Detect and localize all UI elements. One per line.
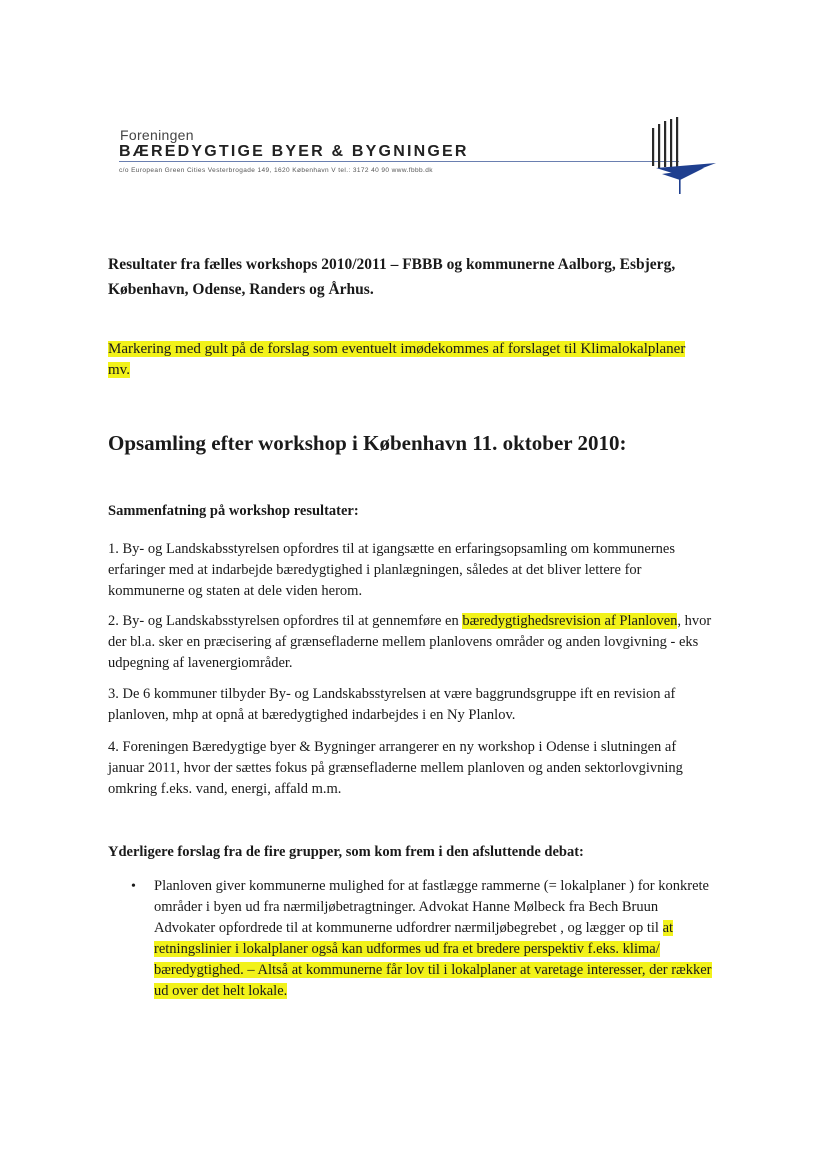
section-heading: Opsamling efter workshop i København 11. oktober 2010: [108,431,627,455]
fbbb-logo-icon [648,116,718,196]
org-label-small: Foreningen [120,127,194,143]
summary-item-2-highlight: bæredygtighedsrevision af Planloven [462,613,678,629]
bullet-icon: • [131,879,136,894]
bullet-item-1-highlight: at retningslinier i lokalplaner også kan udformes ud fra et bredere perspektiv f.eks. klima/ bæredygtighed. – Altså at kommunerne får lov til i lokalplaner at varetage interesser, der rækker ud over det helt lokale. [154,920,712,999]
highlight-note-text: Markering med gult på de forslag som eventuelt imødekommes af forslaget til Klimalokalplaner mv. [108,341,686,378]
summary-item-3: 3. De 6 kommuner tilbyder By- og Landskabsstyrelsen at være baggrundsgruppe ift en revision af planloven, mhp at opnå at bæredygtighed indarbejdes i en Ny Planlov. [108,686,676,723]
summary-item-2 [108,611,713,674]
bullet-item-1 [154,876,719,1002]
bullet-item-1-text: Planloven giver kommunerne mulighed for at fastlægge rammerne (= lokalplaner ) for konkrete områder i byen ud fra nærmiljøbetragtninger. Advokat Hanne Mølbeck fra Bech Bruun Advokater opfordrede til at kommunerne udfordrer nærmiljøbegrebet , og lægger op til [154,878,709,936]
letterhead-rule [119,161,679,162]
org-name: BÆREDYGTIGE BYER & BYGNINGER [119,143,469,160]
document-title: Resultater fra fælles workshops 2010/2011 – FBBB og kommunerne Aalborg, Esbjerg, København, Odense, Randers og Århus. [108,256,676,298]
org-address: c/o European Green Cities Vesterbrogade 149, 1620 København V tel.: 3172 40 90 www.fbbb.dk [119,167,433,174]
summary-heading: Sammenfatning på workshop resultater: [108,503,359,519]
summary-item-1: 1. By- og Landskabsstyrelsen opfordres til at igangsætte en erfaringsopsamling om kommunernes erfaringer med at indarbejde bæredygtighed i planlægningen, således at det bliver lettere for kommunerne og staten at dele viden herom. [108,541,676,599]
highlight-note [108,339,708,381]
summary-item-2-rest: , hvor der bl.a. sker en præcisering af grænsefladerne mellem planlovens områder og anden lovgivning - eks udpegning af lavenergiområder. [108,613,712,671]
summary-item-2-text: 2. By- og Landskabsstyrelsen opfordres til at gennemføre en [108,613,463,629]
further-proposals-heading: Yderligere forslag fra de fire grupper, som kom frem i den afsluttende debat: [108,844,584,860]
summary-item-4: 4. Foreningen Bæredygtige byer & Bygninger arrangerer en ny workshop i Odense i slutningen af januar 2011, hvor der sættes fokus på grænsefladerne mellem planloven og anden sektorlovgivning omkring f.eks. vand, energi, affald m.m. [108,739,683,797]
